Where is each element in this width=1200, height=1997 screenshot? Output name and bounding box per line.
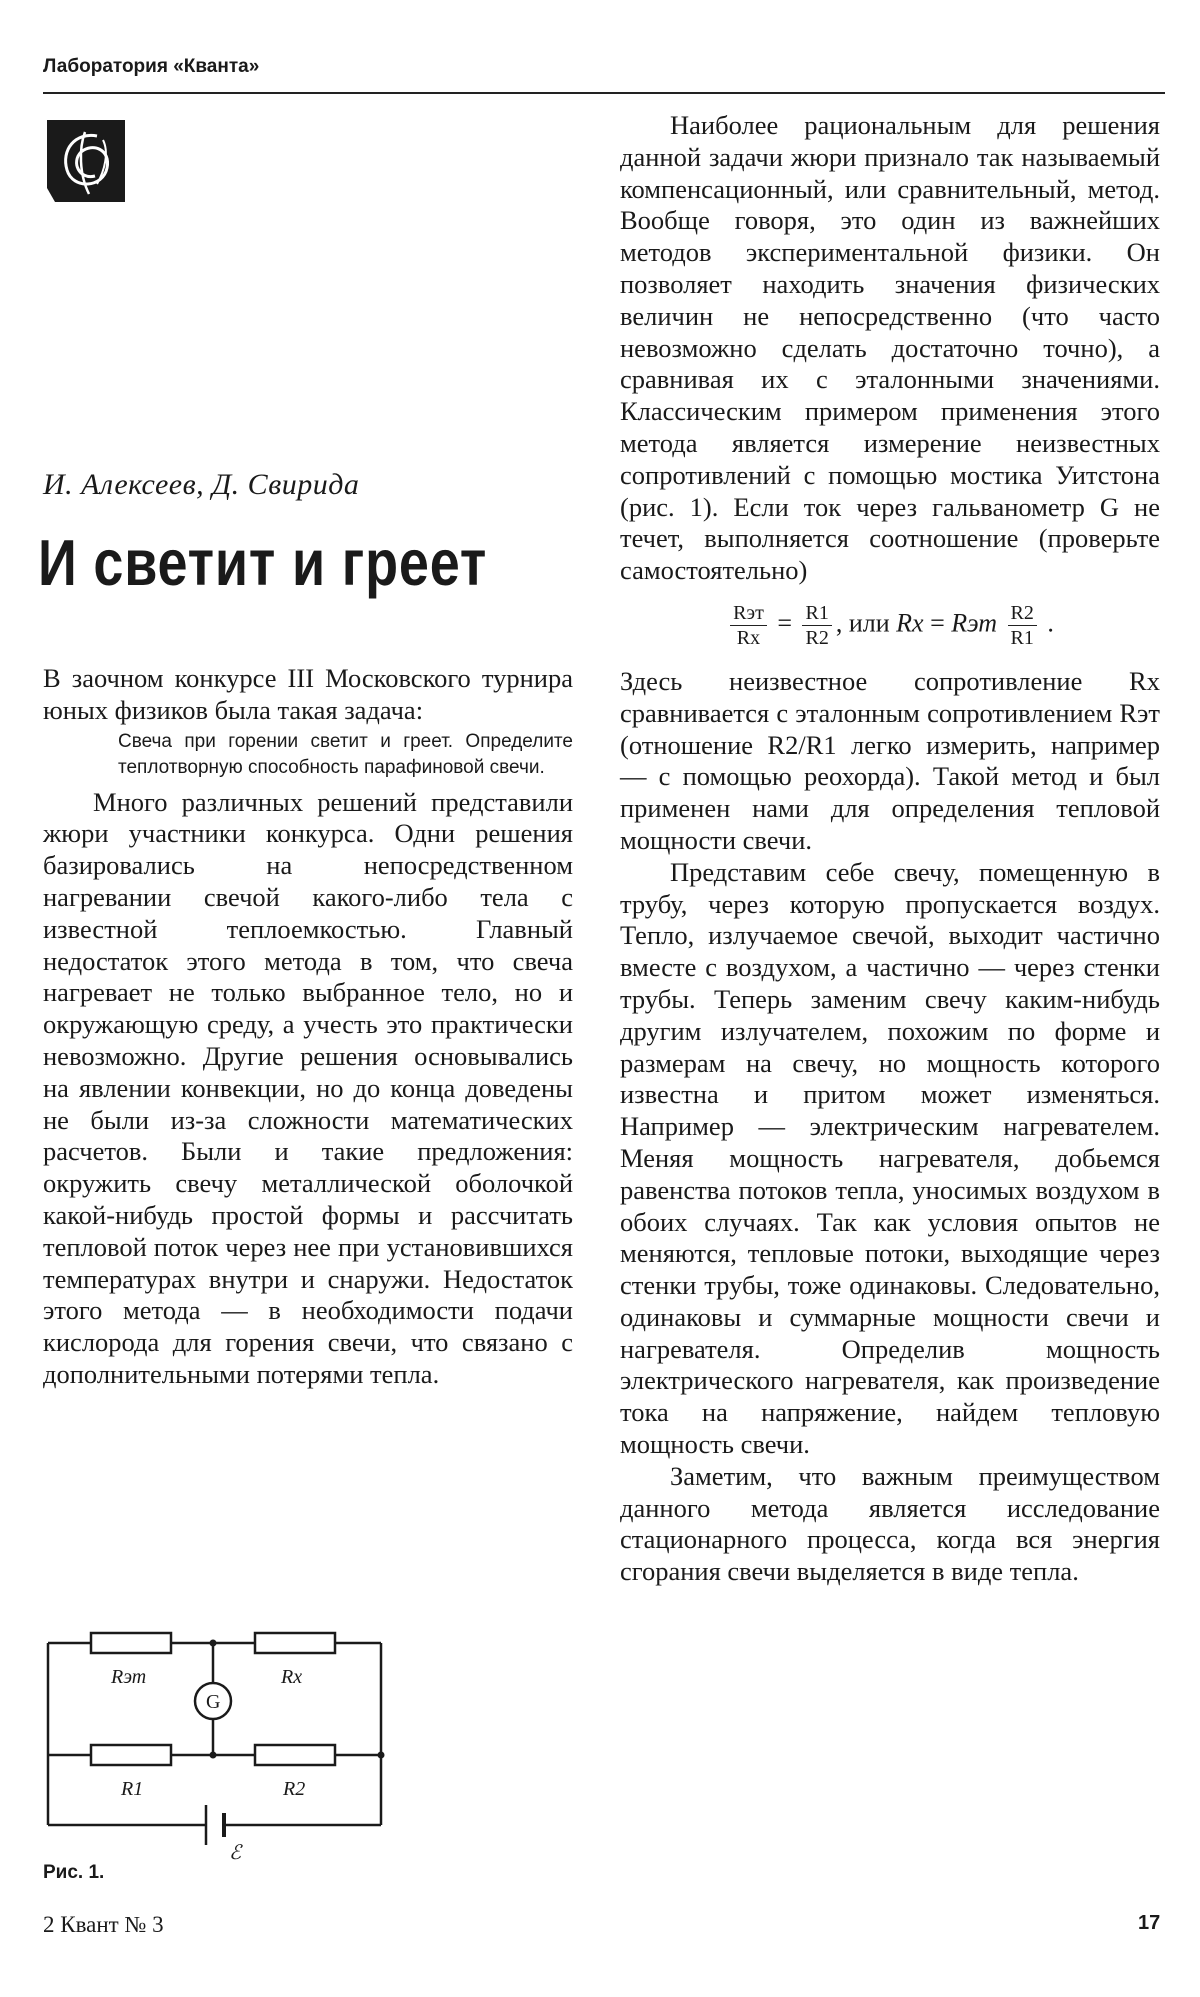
formula-r1-den: R1 (1010, 626, 1034, 649)
formula-fraction-left (730, 601, 767, 650)
label-r1: R1 (121, 1778, 144, 1800)
task-quote: Свеча при горении светит и греет. Определите теплотворную способность парафиновой свечи. (118, 730, 573, 778)
wheatstone-bridge-diagram (43, 1615, 423, 1865)
formula-rx-label: Rx (896, 608, 924, 638)
article-title: И светит и греет (38, 526, 488, 599)
formula-end: . (1047, 608, 1054, 638)
formula-eq-2: = (930, 608, 945, 638)
resistor-r1 (91, 1745, 171, 1765)
right-paragraph-1: Наиболее рациональным для решения данной задачи жюри признало так называемый компенсационный, или сравнительный, метод. Вообще говоря, это один из важнейших методов экспериментальной физики. Он позволяет находить значения физических величин не непосредственно (что часто невозможно сделать достаточно точно), а сравнивая их с эталонными значениями. Классическим примером применения этого метода является измерение неизвестных сопротивлений с помощью мостика Уитстона (рис. 1). Если ток через гальванометр G не течет, выполняется соотношение (проверьте самостоятельно) (620, 110, 1160, 586)
formula-fraction-right (1008, 601, 1037, 650)
right-paragraph-3: Представим себе свечу, помещенную в трубу, через которую пропускается воздух. Тепло, излучаемое свечой, выходит частично вместе с воздухом, а частично — через стенки трубы. Теперь заменим свечу каким-нибудь другим излучателем, похожим по форме и размерам на свечу, но мощность которого известна и притом может изменяться. Например — электрическим нагревателем. Меняя мощность нагревателя, добьемся равенства потоков тепла, уносимых воздухом в обоих случаях. Так как условия опытов не меняются, тепловые потоки, выходящие через стенки трубы, тоже одинаковы. Следовательно, одинаковы и суммарные мощности свечи и нагревателя. Определив мощность электрического нагревателя, как произведение тока на напряжение, найдем тепловую мощность свечи. (620, 856, 1160, 1460)
formula-r2-num: R2 (1008, 601, 1037, 626)
right-paragraph-4: Заметим, что важным преимуществом данного метода является исследование стационарного процесса, когда вся энергия сгорания свечи выделяется в виде тепла. (620, 1460, 1160, 1587)
label-r-x: Rx (281, 1666, 303, 1688)
page-number: 17 (1138, 1912, 1161, 1934)
resistor-r-x (255, 1633, 335, 1653)
right-column (620, 110, 1160, 1588)
formula-r-et-factor: Rэт (951, 608, 998, 638)
formula-r-et: Rэт (730, 601, 767, 626)
formula-or: , или (835, 608, 890, 638)
formula-r2: R2 (805, 626, 829, 649)
section-header: Лаборатория «Кванта» (43, 56, 260, 77)
label-g: G (206, 1691, 221, 1713)
left-body-paragraph: Много различных решений представили жюри участники конкурса. Одни решения базировались на непосредственном нагревании свечой какого-либо тела с известной теплоемкостью. Главный недостаток этого метода в том, что свеча нагревает не только выбранное тело, но и окружающую среду, а учесть это практически невозможно. Другие решения основывались на явлении конвекции, но до конца доведены не были из-за сложности математических расчетов. Были и такие предложения: окружить свечу металлической оболочкой какой-нибудь простой формы и рассчитать тепловой поток через нее при установившихся температурах внутри и снаружи. Недостаток этого метода — в необходимости подачи кислорода для горения свечи, что связано с дополнительными потерями тепла. (43, 786, 573, 1389)
label-emf: ℰ (229, 1842, 242, 1864)
resistor-r2 (255, 1745, 335, 1765)
formula (620, 601, 1160, 650)
right-paragraph-2: Здесь неизвестное сопротивление Rx сравнивается с эталонным сопротивлением Rэт (отношение R2/R1 легко измерить, например — с помощью реохорда). Такой метод и был применен нами для определения тепловой мощности свечи. (620, 665, 1160, 855)
article-authors: И. Алексеев, Д. Свирида (43, 468, 360, 501)
label-r2: R2 (283, 1778, 306, 1800)
figure-caption: Рис. 1. (43, 1862, 105, 1883)
left-column (43, 663, 573, 1391)
intro-paragraph: В заочном конкурсе III Московского турнира юных физиков была такая задача: (43, 663, 573, 725)
formula-eq-1: = (777, 608, 792, 638)
formula-r-x: Rx (736, 626, 761, 649)
section-logo-icon (45, 118, 127, 204)
formula-fraction-mid (802, 601, 831, 650)
resistor-r-et (91, 1633, 171, 1653)
footer-issue: 2 Квант № 3 (43, 1912, 164, 1937)
label-r-et: Rэт (111, 1666, 147, 1688)
formula-r1: R1 (802, 601, 831, 626)
header-rule (43, 92, 1165, 94)
